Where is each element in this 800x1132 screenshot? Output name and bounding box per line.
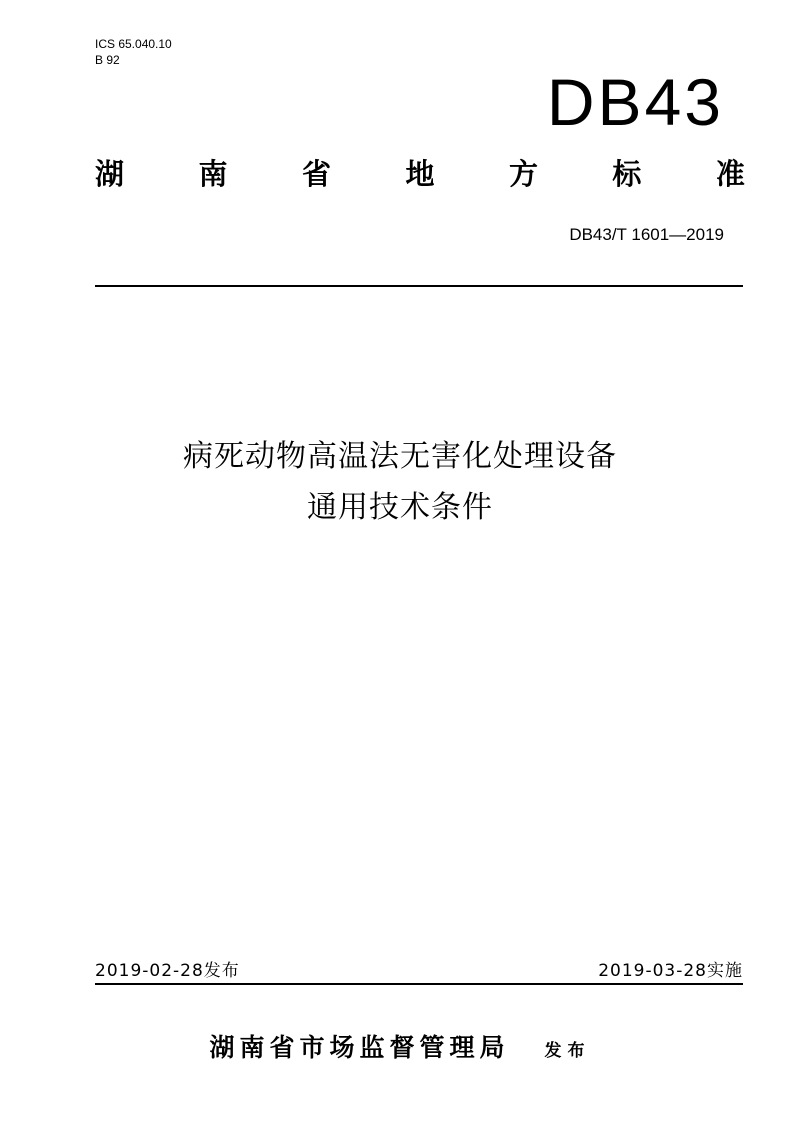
classification-code: B 92 <box>95 53 120 67</box>
classification-codes <box>95 36 172 68</box>
bottom-divider <box>95 983 743 985</box>
issue-date: 2019-02-28发布 <box>95 961 240 981</box>
issuer-name: 湖南省市场监督管理局 <box>209 1033 510 1062</box>
db-code: DB43 <box>546 65 724 139</box>
standard-type-char: 方 <box>508 156 538 191</box>
standard-type-char: 准 <box>715 156 745 191</box>
document-title-line-1: 病死动物高温法无害化处理设备 <box>183 439 617 474</box>
implementation-date: 2019-03-28实施 <box>598 961 743 981</box>
date-row <box>95 956 743 984</box>
ics-code: ICS 65.040.10 <box>95 37 172 51</box>
publish-label: 发布 <box>544 1041 591 1061</box>
standard-number: DB43/T 1601—2019 <box>569 225 724 244</box>
standard-type-char: 省 <box>301 156 331 191</box>
standard-type <box>95 150 745 194</box>
standard-type-char: 南 <box>198 156 228 191</box>
standard-type-char: 湖 <box>95 156 125 191</box>
standard-type-char: 地 <box>405 156 435 191</box>
standard-type-char: 标 <box>612 156 642 191</box>
document-title-line-2: 通用技术条件 <box>307 490 493 525</box>
top-divider <box>95 285 743 287</box>
issuer-line <box>0 1028 800 1064</box>
